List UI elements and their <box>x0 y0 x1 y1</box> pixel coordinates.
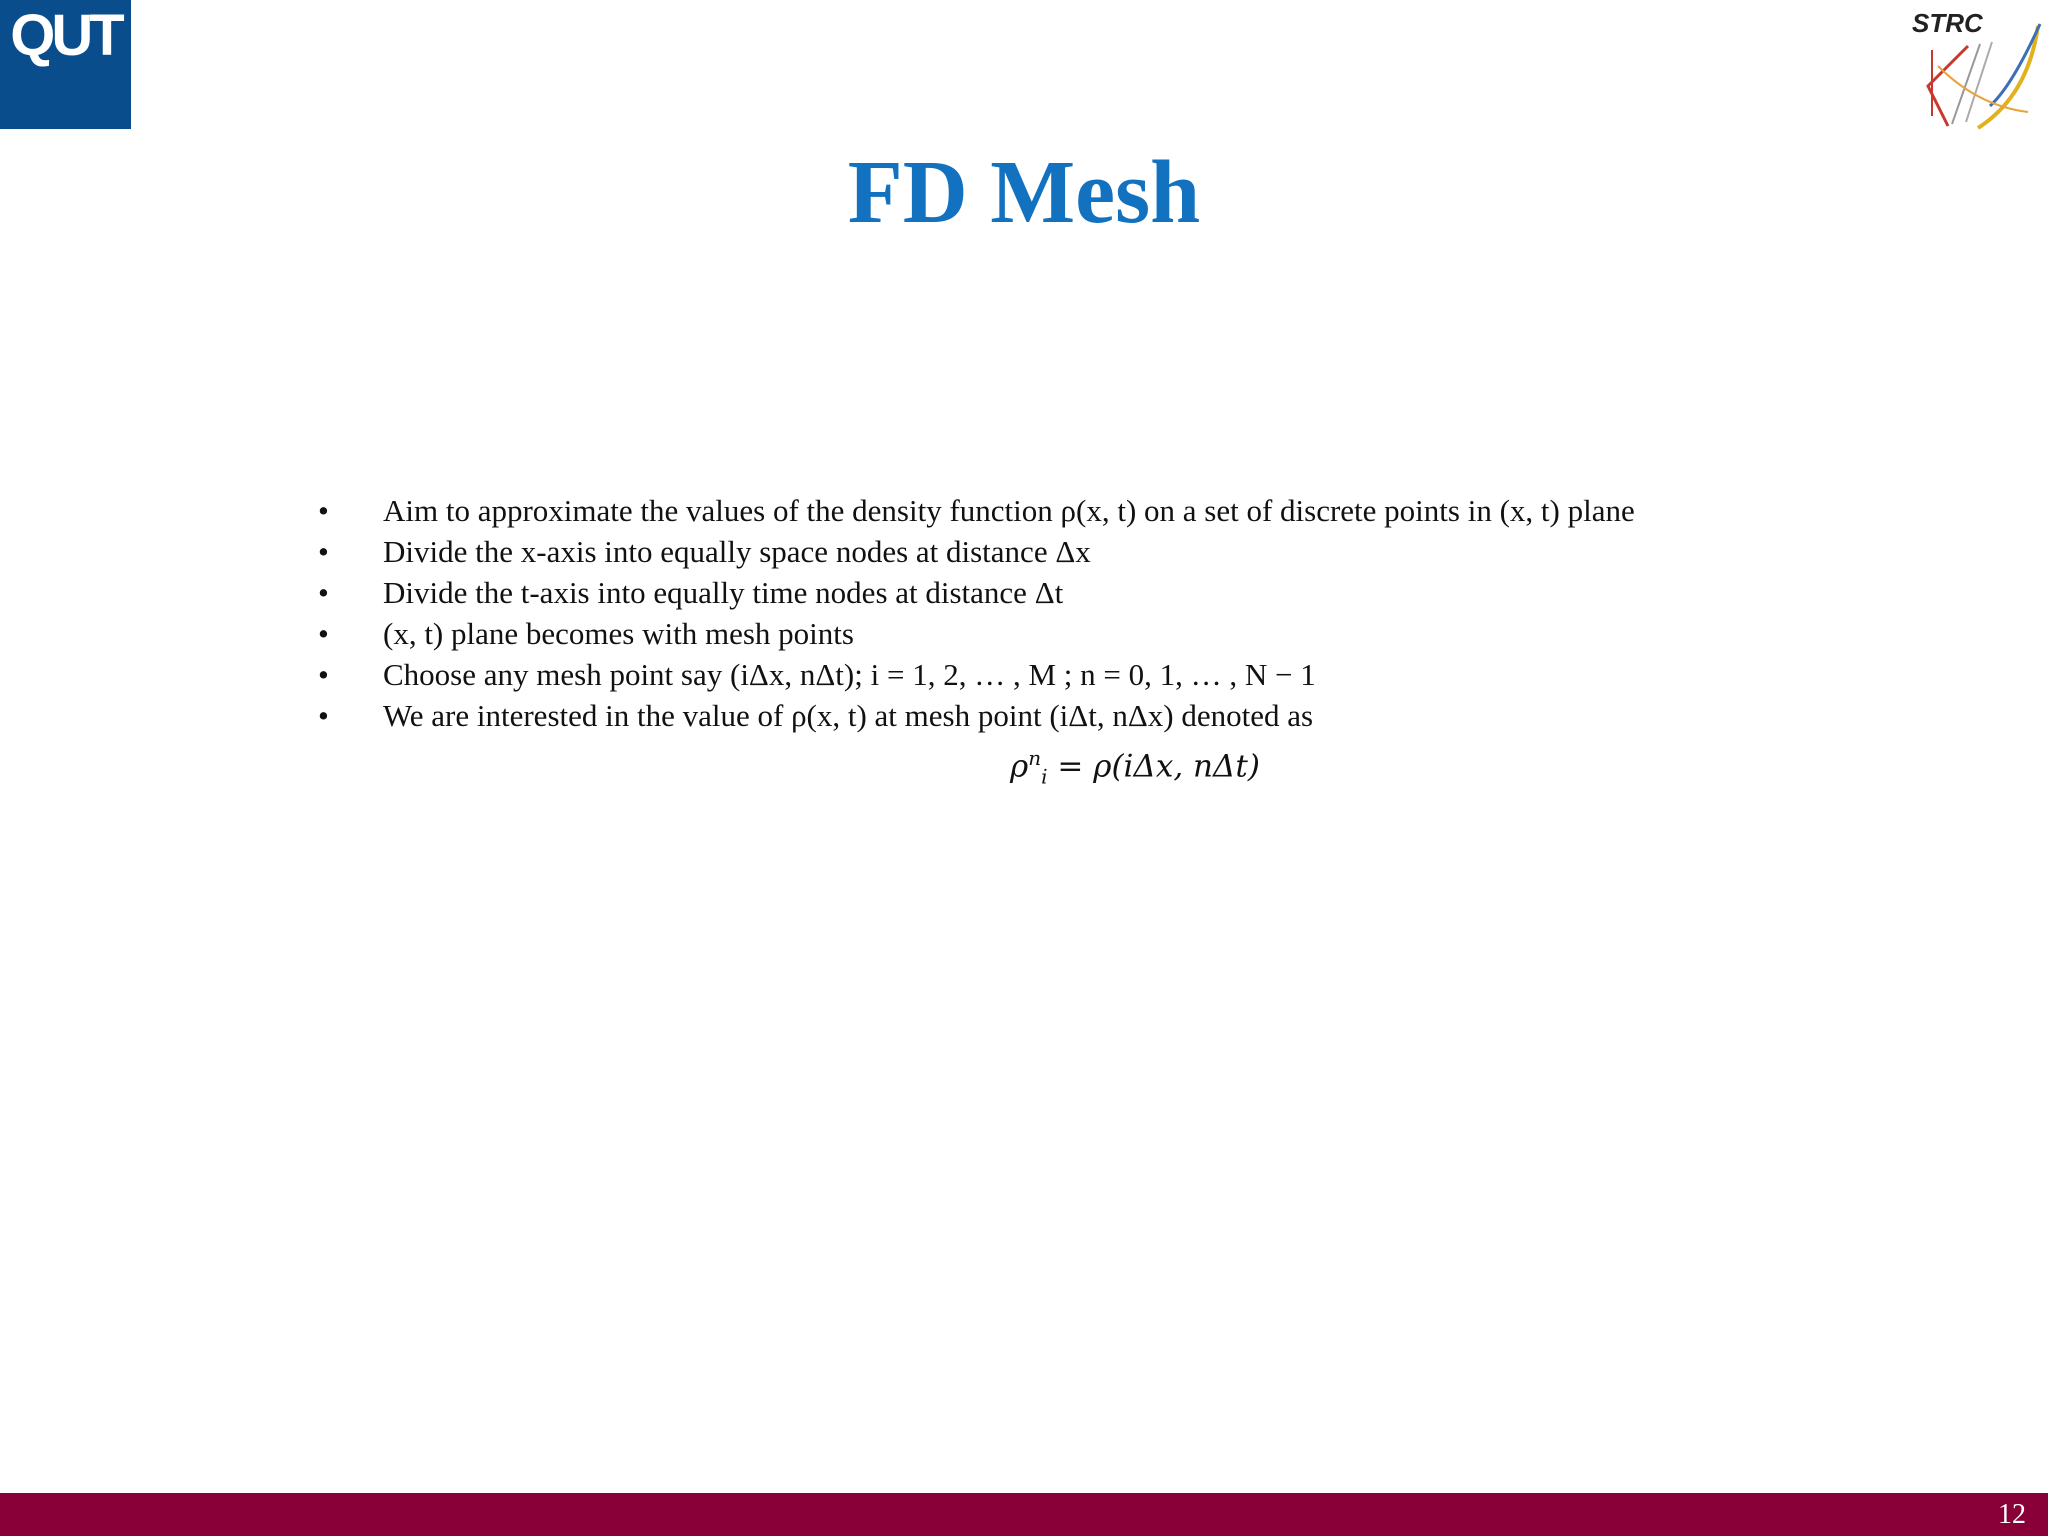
bullet-item <box>318 654 1818 695</box>
page-number: 12 <box>1998 1499 2026 1530</box>
bullet-text: Divide the x-axis into equally space nodes at distance Δx <box>383 534 1091 569</box>
equation-superscript: n <box>1028 746 1042 770</box>
bullet-item <box>318 490 1818 531</box>
footer-bar <box>0 1493 2048 1536</box>
equation-rhs: = ρ(iΔx, nΔt) <box>1047 748 1260 785</box>
bullet-text: Divide the t-axis into equally time nodes at distance Δt <box>383 575 1064 610</box>
bullet-item <box>318 695 1818 736</box>
equation-subscript: i <box>1041 764 1048 789</box>
bullet-marker: • <box>318 534 329 569</box>
strc-logo <box>1908 6 2048 131</box>
density-equation <box>1010 736 1260 799</box>
qut-logo-text: QUT <box>10 3 121 68</box>
bullet-text: We are interested in the value of ρ(x, t) at mesh point (iΔt, nΔx) denoted as <box>383 698 1314 733</box>
qut-logo <box>0 0 131 129</box>
equation-base: ρ <box>1010 748 1029 785</box>
bullet-marker: • <box>318 493 329 528</box>
bullet-marker: • <box>318 616 329 651</box>
bullet-text: (x, t) plane becomes with mesh points <box>383 616 854 651</box>
bullet-list <box>318 490 1818 736</box>
bullet-item <box>318 572 1818 613</box>
bullet-text: Aim to approximate the values of the density function ρ(x, t) on a set of discrete points in (x, t) plane <box>383 493 1635 528</box>
bullet-text: Choose any mesh point say (iΔx, nΔt); i = 1, 2, … , M ; n = 0, 1, … , N − 1 <box>383 657 1316 692</box>
bullet-marker: • <box>318 657 329 692</box>
svg-text:STRC: STRC <box>1912 8 1983 38</box>
bullet-item <box>318 613 1818 654</box>
bullet-marker: • <box>318 698 329 733</box>
bullet-marker: • <box>318 575 329 610</box>
bullet-item <box>318 531 1818 572</box>
slide-title: FD Mesh <box>847 143 1201 242</box>
